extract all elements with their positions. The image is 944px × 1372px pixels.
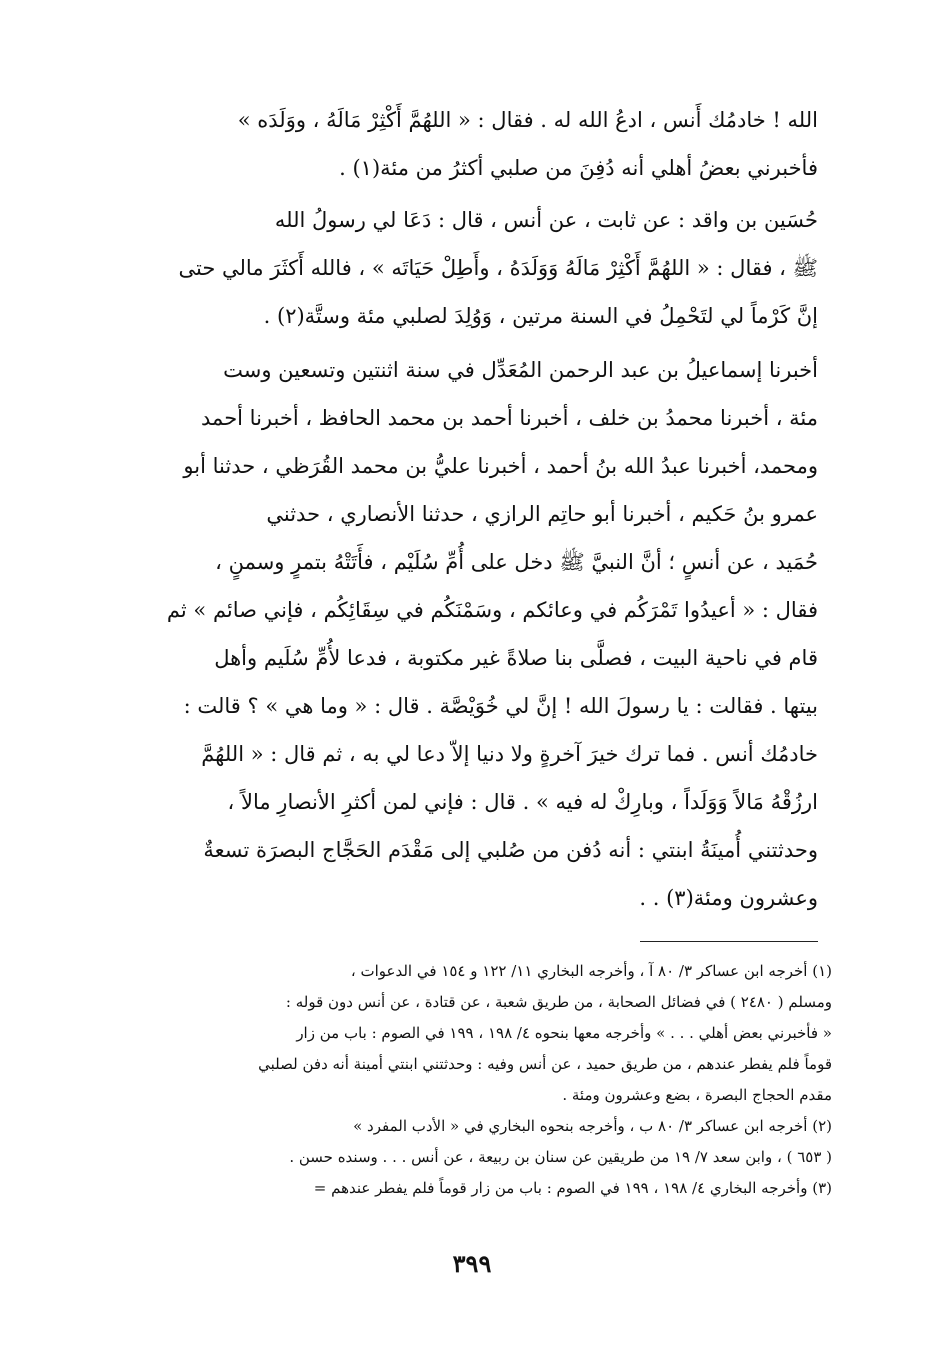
paragraph-2 [150, 196, 818, 340]
text-line: ﷺ ، فقال : « اللهُمَّ أَكْثِرْ مَالَهُ وَوَلَدَهُ ، وأَطِلْ حَيَاتَه » ، فالله أَكثَرَ مالي حتى [178, 256, 818, 280]
text-line: فقال : « أعيدُوا تَمْرَكُم في وعائكم ، وسَمْنَكُم في سِقَائِكُم ، فإني صائم » ثم [166, 598, 818, 622]
footnote-line: (١) أخرجه ابن عساكر ٣/ ٨٠ آ ، وأخرجه البخاري ١١/ ١٢٢ و ١٥٤ في الدعوات ، [350, 962, 832, 980]
text-line: فأخبرني بعضُ أهلي أنه دُفِنَ من صلبي أكثرُ من مئة(١) . [339, 156, 818, 180]
text-line: بيتها . فقالت : يا رسولَ الله ! إنَّ لي خُوَيْصَّة . قال : « وما هي » ؟ قالت : [183, 694, 818, 718]
page-number: ٣٩٩ [452, 1249, 492, 1278]
text-line: إنَّ كَرْماً لي لتَحْمِلُ في السنة مرتين ، وَوُلِدَ لصلبي مئة وستَّة(٢) . [263, 304, 818, 328]
text-line: ومحمد، أخبرنا عبدُ الله بنُ أحمد ، أخبرنا عليُّ بن محمد القُرَظي ، حدثنا أبو [183, 454, 818, 478]
text-line: خادمُك أنس . فما ترك خيرَ آخرةٍ ولا دنيا إلاّ دعا لي به ، ثم قال : « اللهُمَّ [201, 742, 818, 766]
footnote-line: (٢) أخرجه ابن عساكر ٣/ ٨٠ ب ، وأخرجه بنحوه البخاري في « الأدب المفرد » [353, 1117, 832, 1135]
footnote-divider [640, 941, 818, 942]
text-line: وعشرون ومئة(٣) . . [639, 886, 818, 910]
footnote-line: قوماً فلم يفطر عندهم ، من طريق حميد ، عن أنس وفيه : وحدثتني ابنتي أمينة أنه دفن لصلبي [258, 1055, 832, 1073]
text-line: أخبرنا إسماعيلُ بن عبد الرحمن المُعَدِّل في سنة اثنتين وتسعين وست [223, 358, 818, 382]
paragraph-1 [150, 96, 818, 192]
footnote-line: « فأخبرني بعض أهلي . . . » وأخرجه معها بنحوه ٤/ ١٩٨ ، ١٩٩ في الصوم : باب من زار [296, 1024, 832, 1042]
footnote-line: ( ٦٥٣ ) ، وابن سعد ٧/ ١٩ من طريقين عن سنان بن ربيعة ، عن أنس . . . وسنده حسن . [289, 1148, 832, 1166]
text-line: مئة ، أخبرنا محمدُ بن خلف ، أخبرنا أحمد بن محمد الحافظ ، أخبرنا أحمد [201, 406, 818, 430]
text-line: عمرو بنُ حَكيم ، أخبرنا أبو حاتِم الرازي ، حدثنا الأنصاري ، حدثني [266, 502, 818, 526]
text-line: وحدثتني أُمينَةُ ابنتي : أنه دُفن من صُلبي إلى مَقْدَم الحَجَّاج البصرَة تسعةٌ [203, 838, 818, 862]
footnote-line: مقدم الحجاج البصرة ، بضع وعشرون ومئة . [562, 1086, 832, 1104]
text-line: حُمَيد ، عن أنسٍ ؛ أنَّ النبيَّ ﷺ دخل على أُمِّ سُلَيْم ، فأَتَتْهُ بتمرٍ وسمنٍ ، [215, 550, 818, 574]
paragraph-3 [150, 346, 818, 922]
footnote-line: ومسلم ( ٢٤٨٠ ) في فضائل الصحابة ، من طريق شعبة ، عن قتادة ، عن أنس دون قوله : [285, 993, 832, 1011]
text-line: الله ! خادمُك أَنس ، ادعُ الله له . فقال : « اللهُمَّ أَكْثِرْ مَالَهُ ، ووَلَدَه » [237, 108, 818, 132]
footnote-line: (٣) وأخرجه البخاري ٤/ ١٩٨ ، ١٩٩ في الصوم : باب من زار قوماً فلم يفطر عندهم = [313, 1179, 832, 1197]
text-line: ارزُقْهُ مَالاً وَوَلَداً ، وبارِكْ له فيه » . قال : فإني لمن أكثرِ الأنصارِ مالاً ، [227, 790, 818, 814]
text-line: قام في ناحية البيت ، فصلَّى بنا صلاةً غير مكتوبة ، فدعا لأُمِّ سُلَيم وأهل [214, 646, 818, 670]
text-line: حُسَين بن واقد : عن ثابت ، عن أنس ، قال : دَعَا لي رسولُ الله [274, 208, 818, 232]
footnotes [128, 956, 832, 1204]
